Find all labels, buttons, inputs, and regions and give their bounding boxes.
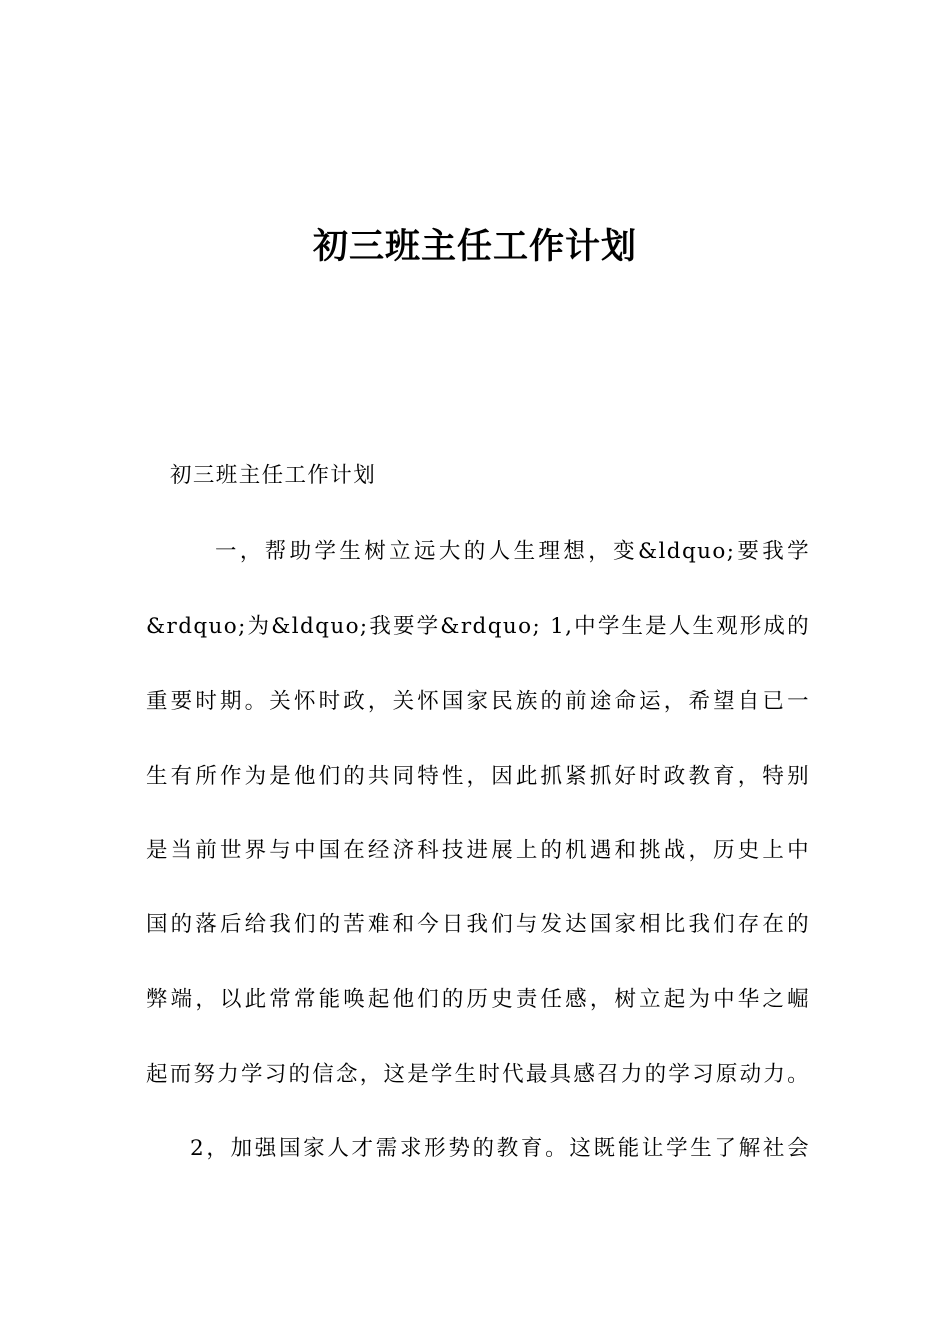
text-line: 生有所作为是他们的共同特性，因此抓紧抓好时政教育，特别 <box>146 764 810 789</box>
text-line: 国的落后给我们的苦难和今日我们与发达国家相比我们存在的 <box>146 912 810 937</box>
text-line: 一，帮助学生树立远大的人生理想，变&ldquo;要我学 <box>215 539 810 564</box>
text-line: 2，加强国家人才需求形势的教育。这既能让学生了解社会 <box>190 1136 810 1161</box>
paragraph-heading: 初三班主任工作计划 <box>170 463 377 488</box>
text-line: 弊端，以此常常能唤起他们的历史责任感，树立起为中华之崛 <box>146 987 810 1012</box>
text-line: 重要时期。关怀时政，关怀国家民族的前途命运，希望自已一 <box>146 689 810 714</box>
text-line: 起而努力学习的信念，这是学生时代最具感召力的学习原动力。 <box>146 1062 810 1087</box>
document-title: 初三班主任工作计划 <box>312 227 637 267</box>
text-line: 是当前世界与中国在经济科技进展上的机遇和挑战，历史上中 <box>146 838 810 863</box>
text-line: &rdquo;为&ldquo;我要学&rdquo; 1,中学生是人生观形成的 <box>146 614 810 639</box>
